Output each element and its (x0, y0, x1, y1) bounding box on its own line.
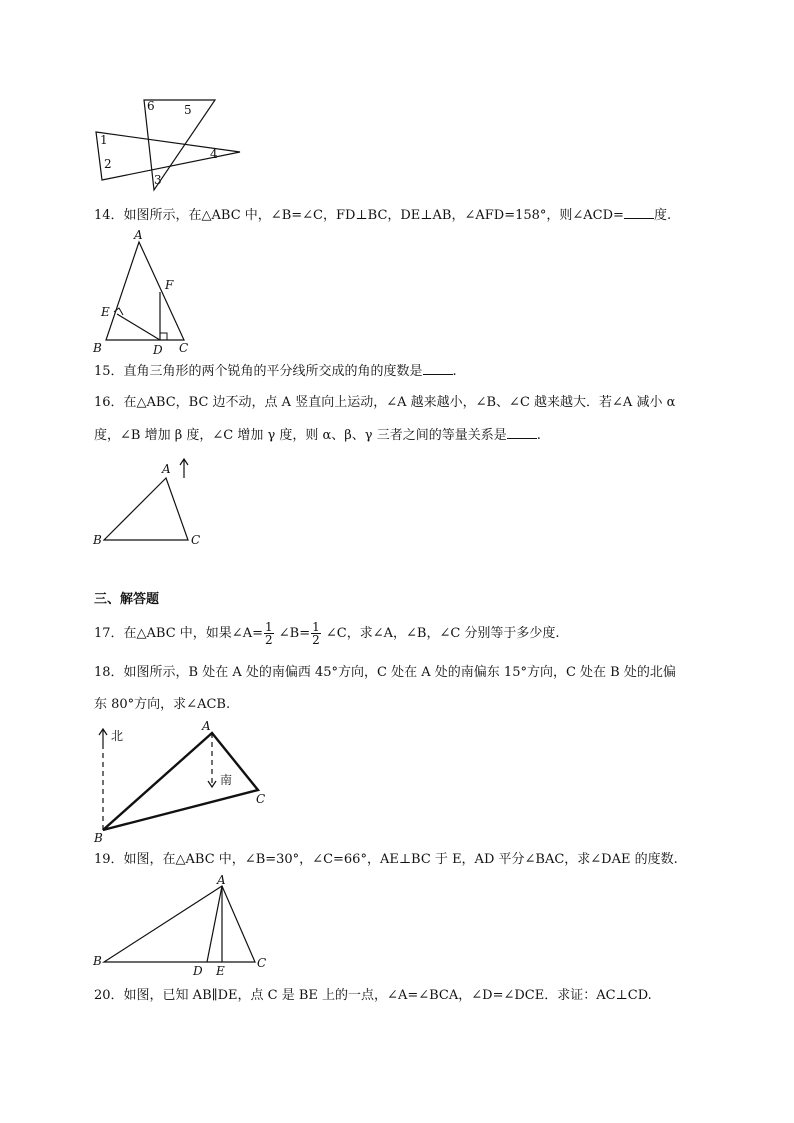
vertex-label-B: B (93, 341, 102, 354)
q17-text-3: ∠C，求∠A，∠B，∠C 分别等于多少度. (325, 626, 560, 641)
fig-q19-triangle (90, 872, 280, 978)
vertex-label-B: B (93, 954, 102, 968)
angle-label-6: 6 (147, 99, 155, 113)
question-19 (94, 852, 678, 868)
answer-blank (624, 207, 654, 219)
angle-label-4: 4 (210, 147, 218, 161)
question-15 (94, 363, 457, 380)
question-18-line-2 (94, 697, 230, 713)
fig-q16-triangle (90, 456, 210, 548)
vertex-label-B: B (93, 533, 102, 547)
section-heading: 三、解答题 (94, 592, 160, 607)
south-label: 南 (220, 773, 233, 787)
vertex-label-D: D (153, 343, 163, 354)
vertex-label-D: D (193, 964, 203, 978)
q15-end: . (452, 364, 457, 379)
fig-q18-bearings (90, 718, 280, 844)
vertex-label-E: E (101, 305, 110, 319)
vertex-label-A: A (217, 873, 226, 887)
vertex-label-C: C (257, 956, 267, 970)
fraction-one-half: $\frac{1}{2}$ (312, 620, 320, 647)
q17-text-2: ∠B= (278, 626, 311, 641)
vertex-label-A: A (134, 228, 143, 242)
vertex-label-C: C (191, 533, 201, 547)
question-17 (94, 620, 560, 648)
vertex-label-A: A (202, 719, 211, 733)
q14-unit: 度. (653, 208, 672, 223)
q14-text: 14．如图所示，在△ABC 中，∠B=∠C，FD⊥BC，DE⊥AB，∠AFD=158°，则∠ACD= (94, 208, 624, 223)
vertex-label-F: F (165, 278, 174, 292)
q16-end: . (536, 428, 541, 443)
vertex-label-A: A (162, 462, 171, 476)
q16-text-2: 度，∠B 增加 β 度，∠C 增加 γ 度，则 α、β、γ 三者之间的等量关系是 (94, 428, 507, 443)
angle-label-3: 3 (154, 173, 162, 187)
q19-text: 19．如图，在△ABC 中，∠B=30°，∠C=66°，AE⊥BC 于 E，AD 平分∠BAC，求∠DAE 的度数. (94, 852, 678, 867)
vertex-label-C: C (256, 792, 266, 806)
q20-text: 20．如图，已知 AB∥DE，点 C 是 BE 上的一点，∠A=∠BCA，∠D=∠DCE．求证：AC⊥CD. (94, 988, 652, 1003)
vertex-label-C: C (179, 341, 189, 354)
q18-text-2: 东 80°方向，求∠ACB. (94, 697, 231, 712)
north-label: 北 (111, 729, 124, 743)
fraction-one-half: $\frac{1}{2}$ (264, 620, 273, 647)
vertex-label-E: E (216, 964, 225, 978)
fig-q13-triangles (92, 96, 242, 192)
question-16-line-2 (94, 427, 541, 444)
question-20 (94, 988, 652, 1004)
q18-text-1: 18．如图所示，B 处在 A 处的南偏西 45°方向，C 处在 A 处的南偏东 15°方向，C 处在 B 处的北偏 (94, 665, 676, 680)
q16-text-1: 16．在△ABC，BC 边不动，点 A 竖直向上运动，∠A 越来越小，∠B、∠C 越来越大．若∠A 减小 α (94, 395, 676, 410)
question-18-line-1 (94, 665, 676, 681)
angle-label-1: 1 (100, 133, 108, 147)
q15-text: 15．直角三角形的两个锐角的平分线所交成的角的度数是 (94, 364, 423, 379)
vertex-label-B: B (94, 831, 103, 844)
answer-blank (423, 363, 453, 375)
question-14 (94, 207, 671, 224)
fig-q14-triangle (90, 228, 200, 354)
q17-text-1: 17．在△ABC 中，如果∠A= (94, 626, 263, 641)
angle-label-2: 2 (104, 157, 112, 171)
angle-label-5: 5 (184, 103, 192, 117)
question-16-line-1 (94, 395, 675, 411)
answer-blank (507, 427, 537, 439)
